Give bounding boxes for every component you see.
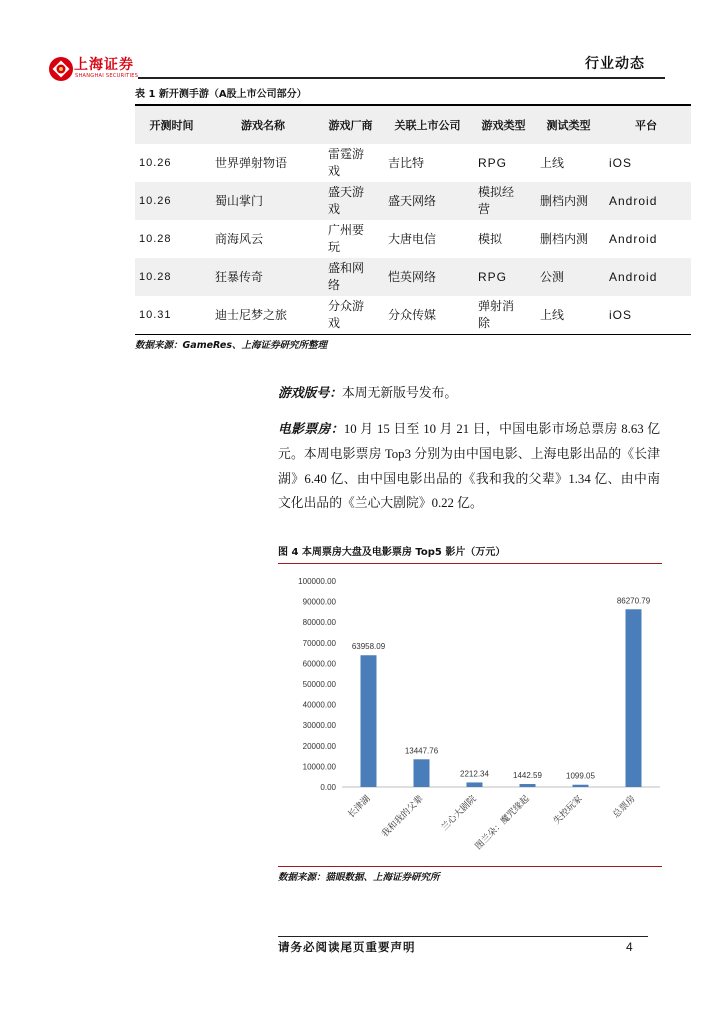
y-tick-label: 20000.00	[302, 741, 336, 751]
x-tick-label: 图兰朵：魔咒缘起	[472, 793, 531, 852]
cell-platform: Android	[609, 231, 658, 246]
cell-listed-company: 恺英网络	[383, 258, 471, 296]
bar-value-label: 86270.79	[616, 596, 651, 606]
table-row	[135, 220, 691, 258]
table-row	[135, 258, 691, 296]
new-games-table	[135, 104, 691, 335]
column-header-test-date: 开测时间	[135, 105, 208, 144]
cell-game-type: RPG	[471, 258, 536, 296]
cell-developer: 分众游戏	[328, 299, 365, 330]
cell-test-type: 上线	[540, 155, 565, 170]
x-tick-label: 总票房	[610, 793, 637, 820]
column-header-developer: 游戏厂商	[318, 105, 383, 144]
header-divider	[138, 77, 665, 79]
cell-test-date: 10.28	[135, 258, 208, 296]
cell-test-type: 删档内测	[536, 182, 601, 220]
cell-test-date: 10.31	[139, 308, 172, 321]
box-office-bar-chart	[278, 565, 662, 863]
y-tick-label: 0.00	[320, 783, 336, 792]
bar-value-label: 63958.09	[351, 642, 386, 652]
bar-value-label: 13447.76	[404, 746, 439, 756]
cell-listed-company: 大唐电信	[388, 231, 437, 246]
x-tick-label: 失控玩家	[551, 793, 584, 826]
cell-platform: iOS	[609, 307, 633, 322]
cell-platform: Android	[601, 182, 691, 220]
figure-title: 图 4 本周票房大盘及电影票房 Top5 影片（万元）	[278, 547, 506, 558]
y-tick-label: 60000.00	[302, 659, 336, 669]
column-header-platform: 平台	[601, 105, 691, 144]
cell-test-type: 公测	[536, 258, 601, 296]
y-tick-label: 70000.00	[302, 638, 336, 648]
cell-game-name: 世界弹射物语	[215, 155, 288, 170]
cell-game-name: 狂暴传奇	[208, 258, 318, 296]
paragraph-lead: 游戏版号：	[278, 386, 342, 401]
column-header-game-type: 游戏类型	[471, 105, 536, 144]
table-title: 表 1 新开测手游（A股上市公司部分）	[135, 89, 307, 100]
cell-game-name: 蜀山掌门	[208, 182, 318, 220]
figure-divider-top	[278, 563, 662, 564]
page-number: 4	[626, 940, 633, 954]
bar-value-label: 2212.34	[460, 769, 489, 779]
cell-developer: 盛和网络	[318, 258, 383, 296]
footer-divider	[278, 936, 648, 937]
cell-developer: 广州要玩	[328, 223, 365, 254]
figure-source-note: 数据来源：猫眼数据、上海证券研究所	[278, 872, 440, 883]
y-tick-label: 30000.00	[302, 721, 336, 731]
cell-test-type: 删档内测	[540, 231, 589, 246]
body-text	[278, 381, 660, 526]
footer-disclaimer: 请务必阅读尾页重要声明	[278, 940, 416, 954]
y-tick-label: 10000.00	[302, 762, 336, 772]
cell-game-type: 弹射消除	[478, 299, 515, 330]
x-tick-label: 兰心大剧院	[439, 793, 478, 833]
column-header-game-name: 游戏名称	[208, 105, 318, 144]
cell-game-name: 迪士尼梦之旅	[215, 307, 288, 322]
cell-listed-company: 吉比特	[388, 155, 425, 170]
cell-platform: iOS	[609, 155, 633, 170]
cell-game-type: 模拟经营	[471, 182, 536, 220]
paragraph-text: 10 月 15 日至 10 月 21 日，中国电影市场总票房 8.63 亿元。本周电影票房 Top3 分别为由中国电影、上海电影出品的《长津湖》6.40 亿、由中国电影出品的《我和我的父辈》1.34 亿、由中南文化出品的《兰心大剧院》0.22 亿。	[278, 421, 661, 510]
brand-logo-text: 上海证券	[74, 57, 134, 73]
figure-divider-bottom	[278, 866, 662, 867]
table-row	[135, 144, 691, 182]
bar-value-label: 1442.59	[513, 771, 542, 781]
cell-test-type: 上线	[540, 307, 565, 322]
bar	[573, 785, 589, 787]
bar	[467, 782, 483, 787]
cell-game-type: RPG	[478, 155, 508, 170]
table-header-row	[135, 105, 691, 144]
y-tick-label: 80000.00	[302, 618, 336, 628]
cell-platform: Android	[601, 258, 691, 296]
cell-game-name: 商海风云	[215, 231, 264, 246]
section-title: 行业动态	[585, 56, 645, 72]
x-tick-label: 长津湖	[345, 793, 372, 820]
paragraph-box-office	[278, 417, 660, 516]
cell-game-type: 模拟	[478, 231, 503, 246]
bar	[414, 759, 430, 787]
table-row	[135, 296, 691, 335]
bar	[626, 609, 642, 787]
cell-test-date: 10.26	[135, 182, 208, 220]
bar	[361, 655, 377, 787]
y-tick-label: 100000.00	[298, 577, 336, 586]
table-row	[135, 182, 691, 220]
paragraph-text: 本周无新版号发布。	[341, 386, 458, 400]
bar-value-label: 1099.05	[566, 771, 595, 781]
paragraph-lead: 电影票房：	[278, 421, 344, 437]
column-header-listed-company: 关联上市公司	[383, 105, 471, 144]
x-tick-label: 我和我的父辈	[379, 793, 425, 839]
cell-listed-company: 分众传媒	[388, 307, 437, 322]
brand-logo-subtext: SHANGHAI SECURITIES	[75, 73, 139, 79]
cell-listed-company: 盛天网络	[383, 182, 471, 220]
brand-logo-icon	[48, 56, 74, 82]
paragraph-game-license	[278, 381, 660, 407]
y-tick-label: 50000.00	[302, 680, 336, 689]
cell-test-date: 10.26	[139, 156, 172, 169]
cell-developer: 盛天游戏	[318, 182, 383, 220]
cell-test-date: 10.28	[139, 232, 172, 245]
cell-developer: 雷霆游戏	[328, 147, 365, 178]
y-tick-label: 40000.00	[302, 700, 336, 710]
column-header-test-type: 测试类型	[536, 105, 601, 144]
bar	[520, 784, 536, 787]
y-tick-label: 90000.00	[302, 597, 336, 607]
table-source-note: 数据来源：GameRes、上海证券研究所整理	[135, 340, 327, 351]
